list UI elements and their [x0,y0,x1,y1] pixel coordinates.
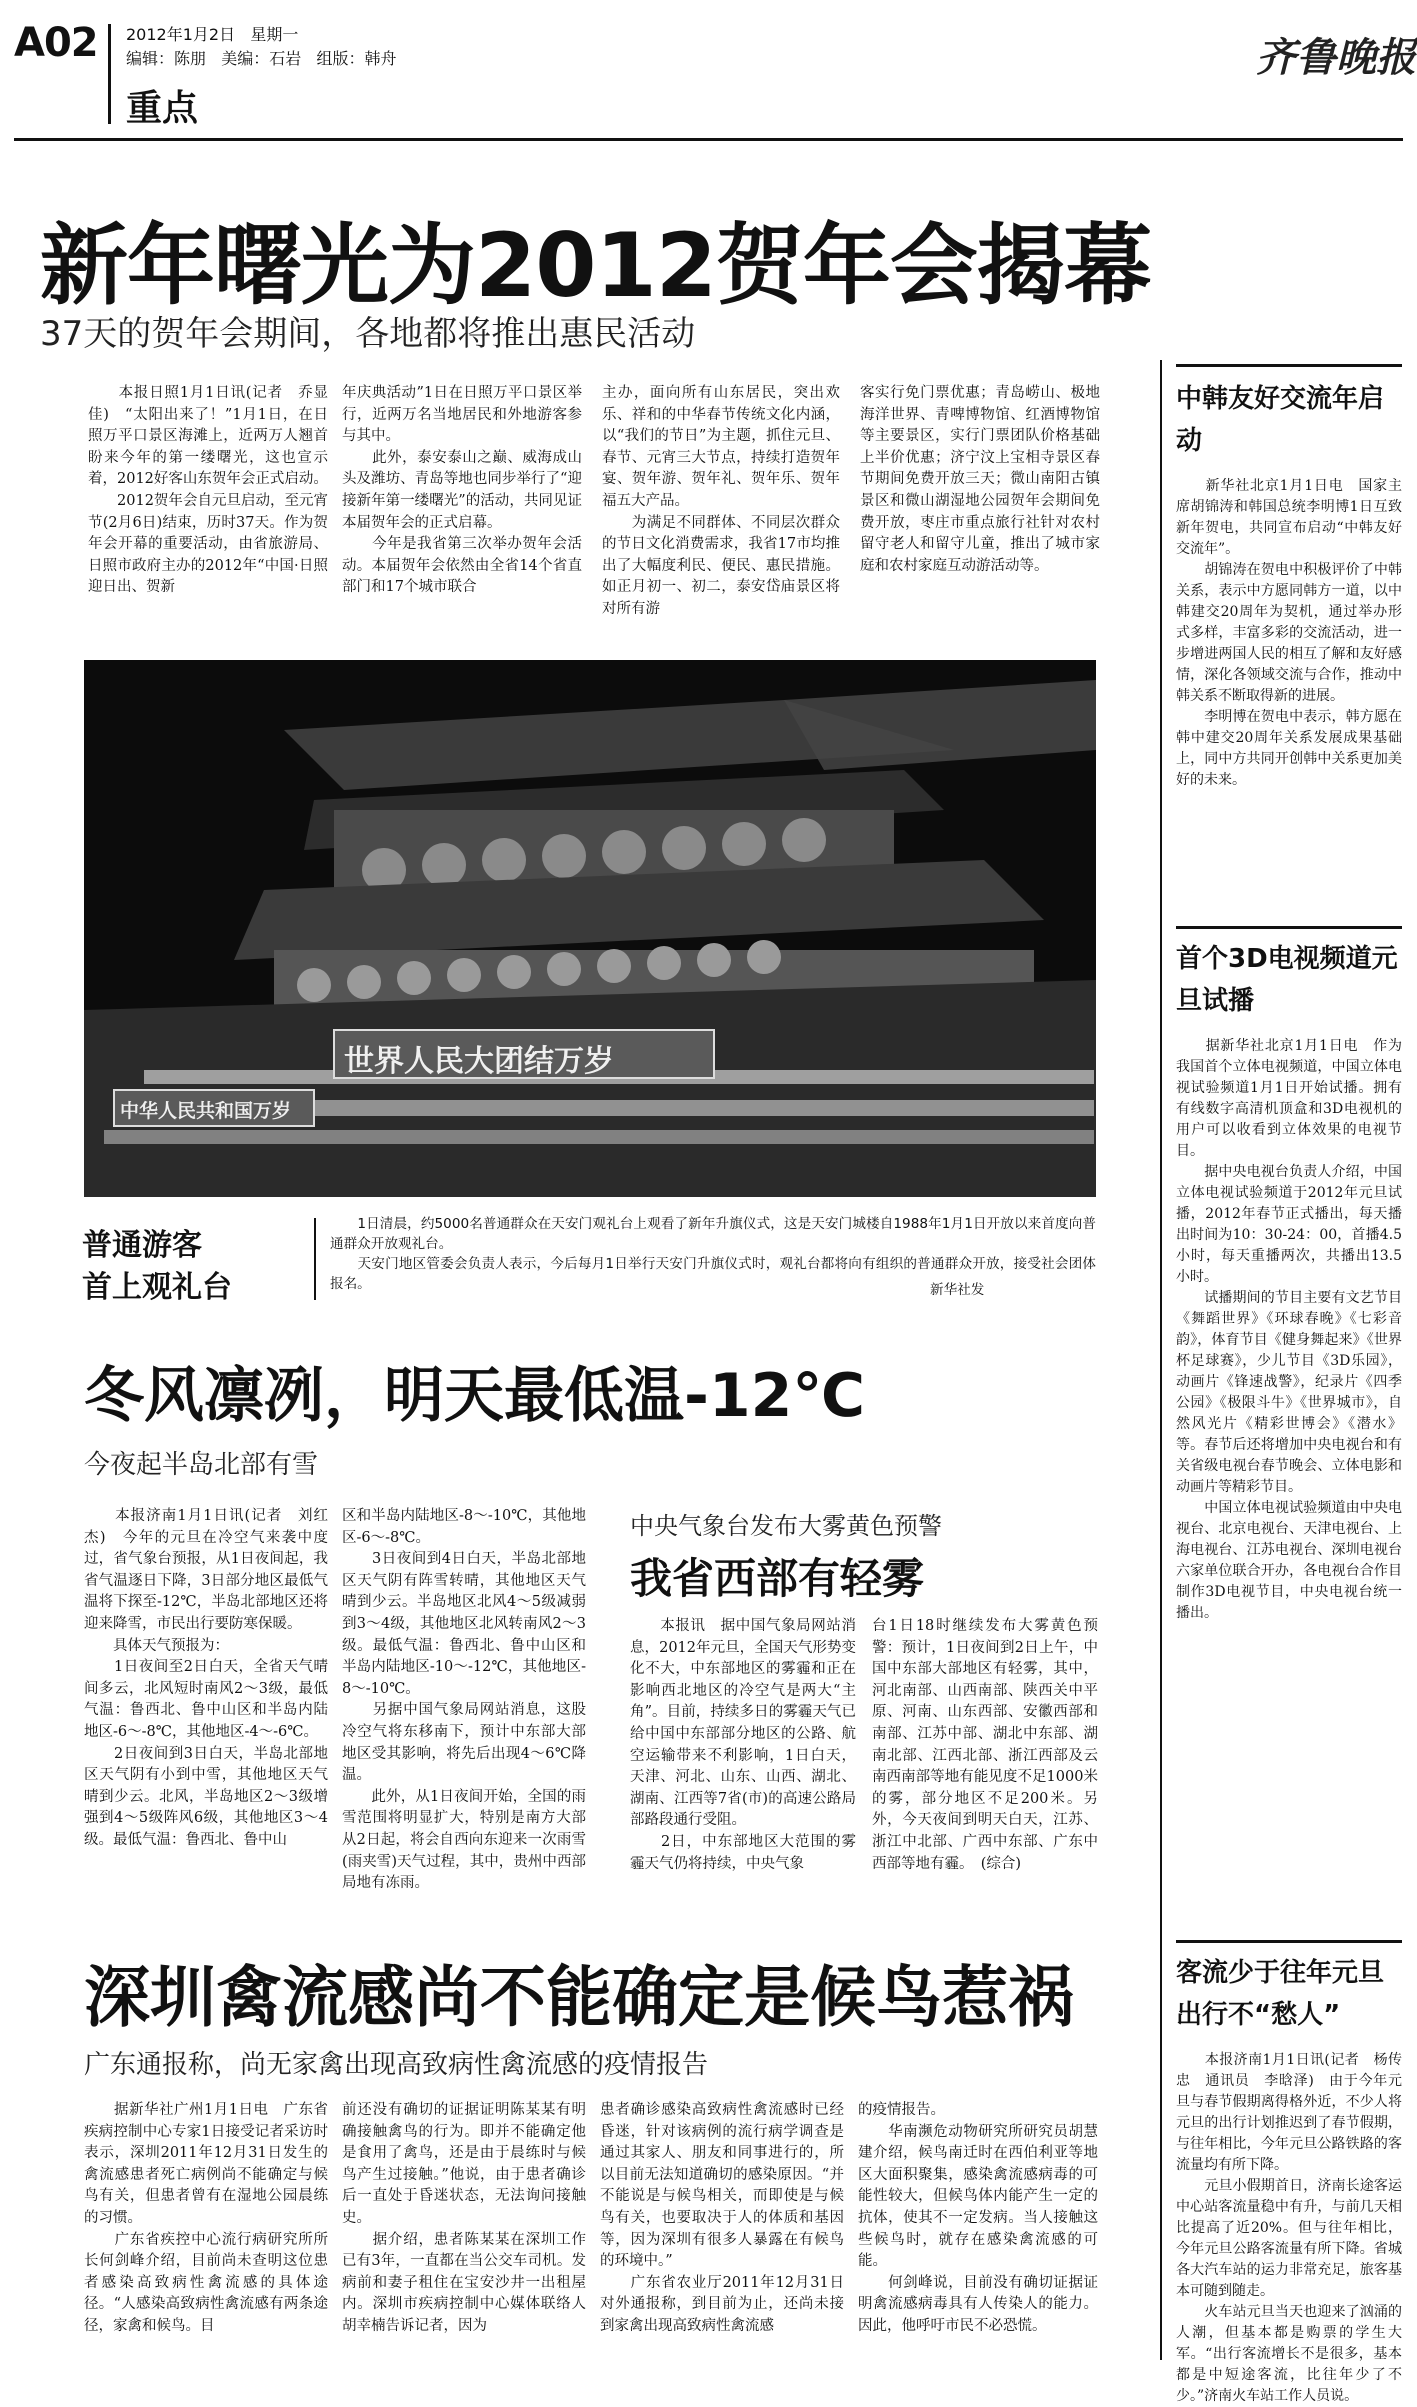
lead-column-1: 本报日照1月1日讯(记者 乔显佳) “太阳出来了！”1月1日，在日照万平口景区海滩上，近两万人翘首盼来今年的第一缕曙光，这也宣示着，2012好客山东贺年会正式启动。 2012贺年会自元旦启动，至元宵节(2月6日)结束，历时37天。作为贺年会开幕的重要活动，由省旅游局、日照市政府主办的2012年“中国·日照迎日出、贺新 [88,385,328,596]
lead-column-4: 客实行免门票优惠；青岛崂山、极地海洋世界、青啤博物馆、红酒博物馆等主要景区，实行门票团队价格基础上半价优惠；济宁汶上宝相寺景区春节期间免费开放三天；微山南阳古镇景区和微山湖湿地公园贺年会期间免费开放，枣庄市重点旅行社针对农村留守老人和留守儿童，推出了城市家庭和农村家庭互动游活动等。 [860,385,1100,574]
fog-headline: 我省西部有轻雾 [630,1554,925,1603]
sidebar-rule-travel [1176,1940,1402,1943]
lead-column-2: 年庆典活动”1日在日照万平口景区举行，近两万名当地居民和外地游客参与其中。 此外，泰安泰山之巅、威海成山头及潍坊、青岛等地也同步举行了“迎接新年第一缕曙光”的活动，共同见证本届贺年会的正式启幕。 今年是我省第三次举办贺年会活动。本届贺年会依然由全省14个省直部门和17个城市联合 [342,385,582,596]
korea-title: 中韩友好交流年启动 [1176,384,1385,456]
sidebar-rule-tv [1176,926,1402,929]
paper-logo: 齐鲁晚报 [1256,34,1416,81]
weather-column-1: 本报济南1月1日讯(记者 刘红杰) 今年的元旦在冷空气来袭中度过，省气象台预报，从1日夜间起，我省气温逐日下降，3日部分地区最低气温将下探至-12℃，半岛北部地区还将迎来降雪，市民出行要防寒保暖。 具体天气预报为： 1日夜间至2日白天，全省天气晴间多云，北风短时南风2～3级，最低气温：鲁西北、鲁中山区和半岛内陆地区-6～-8℃，其他地区-4～-6℃。 2日夜间到3日白天，半岛北部地区天气阴有小到中雪，其他地区天气晴到少云。北风，半岛地区2～3级增强到4～5级阵风6级，其他地区3～4级。最低气温：鲁西北、鲁中山 [84,1508,328,1848]
sidebar-rule-top [1176,364,1402,367]
section-label: 重点 [126,88,199,129]
shenzhen-column-2: 前还没有确切的证据证明陈某某有明确接触禽鸟的行为。即并不能确定他是食用了禽鸟，还是由于晨练时与候鸟产生过接触。”他说，由于患者确诊后一直处于昏迷状态，无法询问接触史。 据介绍，患者陈某某在深圳工作已有3年，一直都在当公交车司机。发病前和妻子租住在宝安沙井一出租屋内。深圳市疾病控制中心媒体联络人胡幸楠告诉记者，因为 [342,2102,586,2334]
shenzhen-column-1: 据新华社广州1月1日电 广东省疾病控制中心专家1日接受记者采访时表示，深圳2011年12月31日发生的禽流感患者死亡病例尚不能确定与候鸟有关，但患者曾有在湿地公园晨练的习惯。 广东省疾控中心流行病研究所所长何剑峰介绍，目前尚未查明这位患者感染高致病性禽流感的具体途径。“人感染高致病性禽流感有两条途径，家禽和候鸟。目 [84,2102,328,2334]
weather-headline: 冬风凛冽，明天最低温-12℃ [84,1361,866,1431]
caption-divider [314,1218,316,1300]
korea-text: 新华社北京1月1日电 国家主席胡锦涛和韩国总统李明博1日互致新年贺电，共同宣布启动“中韩友好交流年”。 胡锦涛在贺电中积极评价了中韩关系，表示中方愿同韩方一道，以中韩建交20周年为契机，通过举办形式多样，丰富多彩的交流活动，进一步增进两国人民的相互了解和友好感情，深化各领域交流与合作，推动中韩关系不断取得新的进展。 李明博在贺电中表示，韩方愿在韩中建交20周年关系发展成果基础上，同中方共同开创韩中关系更加美好的未来。 [1176,478,1402,788]
lead-headline: 新年曙光为2012贺年会揭幕 [40,214,1151,317]
date-line: 2012年1月2日 星期一 [126,25,299,44]
tiananmen-photo [84,660,1096,1197]
page-number: A02 [14,20,98,66]
fog-column-1: 本报讯 据中国气象局网站消息，2012年元旦，全国天气形势变化不大，中东部地区的雾霾和正在影响西北地区的冷空气是两大“主角”。目前，持续多日的雾霾天气已给中国中东部部分地区的公路、航空运输带来不利影响，1日白天，天津、河北、山东、山西、湖北、湖南、江西等7省(市)的高速公路局部路段通行受阻。 2日，中东部地区大范围的雾霾天气仍将持续，中央气象 [630,1618,856,1872]
sidebar-left-rule [1160,360,1162,2360]
weather-column-2: 区和半岛内陆地区-8～-10℃，其他地区-6～-8℃。 3日夜间到4日白天，半岛北部地区天气阴有阵雪转晴，其他地区天气晴到少云。半岛地区北风4～5级减弱到3～4级，其他地区北风转南风2～3级。最低气温：鲁西北、鲁中山区和半岛内陆地区-10～-12℃，其他地区-8～-10℃。 另据中国气象局网站消息，这股冷空气将东移南下，预计中东部大部地区受其影响，将先后出现4～6℃降温。 此外，从1日夜间开始，全国的雨雪范围将明显扩大，特别是南方大部从2日起，将会自西向东迎来一次雨雪(雨夹雪)天气过程，其中，贵州中西部局地有冻雨。 [342,1508,586,1892]
tv-title: 首个3D电视频道元旦试播 [1176,944,1398,1016]
shenzhen-subhead: 广东通报称，尚无家禽出现高致病性禽流感的疫情报告 [84,2050,709,2080]
photo-title-line-2: 首上观礼台 [82,1270,232,1305]
shenzhen-column-3: 患者确诊感染高致病性禽流感时已经昏迷，针对该病例的流行病学调查是通过其家人、朋友和同事进行的，所以目前无法知道确切的感染原因。“并不能说是与候鸟相关，而即使是与候鸟有关，也要取决于人的体质和基因等，因为深圳有很多人暴露在有候鸟的环境中。” 广东省农业厅2011年12月31日对外通报称，到目前为止，还尚未接到家禽出现高致病性禽流感 [600,2102,844,2334]
shenzhen-headline: 深圳禽流感尚不能确定是候鸟惹祸 [84,1959,1074,2036]
photo-title-line-1: 普通游客 [82,1228,202,1263]
weather-subhead: 今夜起半岛北部有雪 [84,1450,319,1480]
masthead-rule [14,138,1403,141]
editors-line: 编辑：陈朋 美编：石岩 组版：韩舟 [126,49,397,68]
fog-column-2: 台1日18时继续发布大雾黄色预警：预计，1日夜间到2日上午，中国中东部大部地区有轻雾，其中，河北南部、山西南部、陕西关中平原、河南、山东西部、安徽西部和南部、江苏中部、湖北中东部、湖南北部、江西北部、浙江西部及云南西南部等地有能见度不足1000米的雾，部分地区不足200米。另外，今天夜间到明天白天，江苏、浙江中北部、广西中东部、广东中西部等地有霾。 (综合) [872,1618,1098,1872]
photo-caption: 1日清晨，约5000名普通群众在天安门观礼台上观看了新年升旗仪式，这是天安门城楼自1988年1月1日开放以来首度向普通群众开放观礼台。 天安门地区管委会负责人表示，今后每月1日举行天安门升旗仪式时，观礼台都将向有组织的普通群众开放，接受社会团体报名。 [330,1216,1096,1292]
tv-text: 据新华社北京1月1日电 作为我国首个立体电视频道，中国立体电视试验频道1月1日开始试播。拥有有线数字高清机顶盒和3D电视机的用户可以收看到立体效果的电视节目。 据中央电视台负责人介绍，中国立体电视试验频道于2012年元旦试播，2012年春节正式播出，每天播出时间为10：30-24：00，首播4.5小时，每天重播两次，共播出13.5小时。 试播期间的节目主要有文艺节目《舞蹈世界》《环球春晚》《七彩音韵》，体育节目《健身舞起来》《世界杯足球赛》，少儿节目《3D乐园》，动画片《锋速战警》，纪录片《四季公园》《极限斗牛》《世界城市》，自然风光片《精彩世博会》《潜水》等。春节后还将增加中央电视台和有关省级电视台春节晚会、立体电影和动画片等精彩节目。 中国立体电视试验频道由中央电视台、北京电视台、天津电视台、上海电视台、江苏电视台、深圳电视台六家单位联合开办，各电视台合作目制作3D电视节目，中央电视台统一播出。 [1176,1038,1402,1621]
banner-right-slogan: 世界人民大团结万岁 [344,1044,614,1079]
masthead-divider [108,24,111,124]
travel-text: 本报济南1月1日讯(记者 杨传忠 通讯员 李晗泽) 由于今年元旦与春节假期离得格外近，不少人将元旦的出行计划推迟到了春节假期，与往年相比，今年元旦公路铁路的客流量均有所下降。 元旦小假期首日，济南长途客运中心站客流量稳中有升，与前几天相比提高了近20%。但与往年相比，今年元旦公路客流量有所下降。省城各大汽车站的运力非常充足，旅客基本可随到随走。 火车站元旦当天也迎来了汹涌的人潮，但基本都是购票的学生大军。“出行客流增长不是很多，基本都是中短途客流，比往年少了不少。”济南火车站工作人员说。 [1176,2052,1402,2404]
travel-title: 客流少于往年元旦出行不“愁人” [1176,1958,1385,2030]
lead-column-3: 主办，面向所有山东居民，突出欢乐、祥和的中华春节传统文化内涵，以“我们的节日”为主题，抓住元旦、春节、元宵三大节点，持续打造贺年宴、贺年游、贺年礼、贺年乐、贺年福五大产品。 为满足不同群体、不同层次群众的节日文化消费需求，我省17市均推出了大幅度利民、便民、惠民措施。如正月初一、初二，泰安岱庙景区将对所有游 [602,385,840,617]
photo-credit: 新华社发 [930,1282,985,1298]
shenzhen-column-4: 的疫情报告。 华南濒危动物研究所研究员胡慧建介绍，候鸟南迁时在西伯利亚等地区大面积聚集，感染禽流感病毒的可能性较大，但候鸟体内能产生一定的抗体，使其不一定发病。当人接触这些候鸟时，就存在感染禽流感的可能。 何剑峰说，目前没有确切证据证明禽流感病毒具有人传染人的能力。因此，他呼吁市民不必恐慌。 [858,2102,1098,2334]
fog-kicker: 中央气象台发布大雾黄色预警 [630,1512,942,1540]
banner-left-slogan: 中华人民共和国万岁 [120,1100,292,1122]
lead-subhead: 37天的贺年会期间，各地都将推出惠民活动 [40,314,696,354]
